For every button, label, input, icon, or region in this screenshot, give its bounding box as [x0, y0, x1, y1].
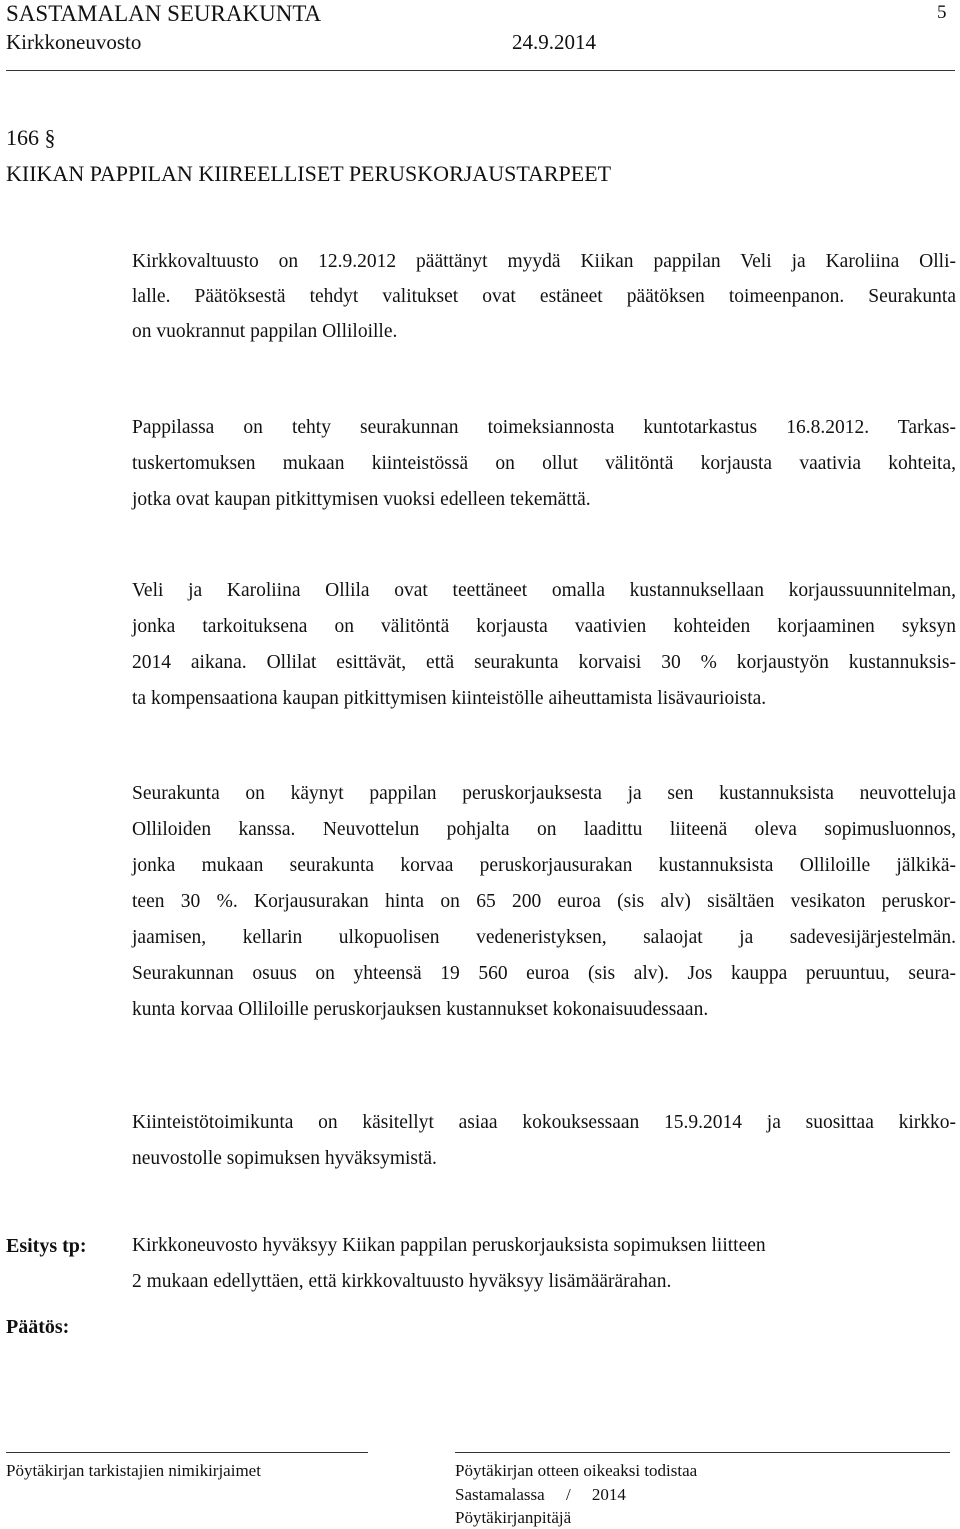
header-divider	[6, 70, 955, 71]
footer-certification-label: Pöytäkirjan otteen oikeaksi todistaa	[455, 1461, 698, 1480]
page-number: 5	[937, 2, 947, 23]
text-line: kunta korvaa Olliloille peruskorjauksen kustannukset kokonaisuudessaan.	[132, 999, 709, 1020]
footer-signature-line-left	[6, 1452, 368, 1453]
text-line: teen 30 %. Korjausurakan hinta on 65 200 euroa (sis alv) sisältäen vesikaton peruskor-	[132, 891, 956, 912]
paragraph-5	[132, 1105, 956, 1177]
organization-name: SASTAMALAN SEURAKUNTA	[6, 1, 322, 26]
text-line: tuskertomuksen mukaan kiinteistössä on ollut välitöntä korjausta vaativia kohteita,	[132, 453, 956, 474]
proposal-text	[132, 1228, 956, 1300]
text-line: 2014 aikana. Ollilat esittävät, että seurakunta korvaisi 30 % korjaustyön kustannuksis-	[132, 652, 956, 673]
text-line: Kirkkoneuvosto hyväksyy Kiikan pappilan peruskorjauksista sopimuksen liitteen	[132, 1235, 766, 1256]
paragraph-3	[132, 573, 956, 717]
text-line: neuvostolle sopimuksen hyväksymistä.	[132, 1148, 437, 1169]
text-line: jaamisen, kellarin ulkopuolisen vedeneristyksen, salaojat ja sadevesijärjestelmän.	[132, 927, 956, 948]
meeting-date: 24.9.2014	[512, 30, 596, 54]
text-line: lalle. Päätöksestä tehdyt valitukset ovat estäneet päätöksen toimeenpanon. Seurakunta	[132, 286, 956, 307]
decision-label: Päätös:	[6, 1316, 70, 1338]
paragraph-1	[132, 244, 956, 349]
text-line: Kiinteistötoimikunta on käsitellyt asiaa kokouksessaan 15.9.2014 ja suosittaa kirkko-	[132, 1112, 956, 1133]
section-title: KIIKAN PAPPILAN KIIREELLISET PERUSKORJAUSTARPEET	[6, 161, 612, 186]
text-line: Seurakunta on käynyt pappilan peruskorjauksesta ja sen kustannuksista neuvotteluja	[132, 783, 956, 804]
text-line: jonka mukaan seurakunta korvaa peruskorjausurakan kustannuksista Olliloille jälkikä-	[132, 855, 956, 876]
text-line: ta kompensaationa kaupan pitkittymisen kiinteistölle aiheuttamista lisävaurioista.	[132, 688, 767, 709]
text-line: jonka tarkoituksena on välitöntä korjausta vaativien kohteiden korjaaminen syksyn	[132, 616, 956, 637]
text-line: Olliloiden kanssa. Neuvottelun pohjalta on laadittu liiteenä oleva sopimusluonnos,	[132, 819, 956, 840]
footer-initials-label: Pöytäkirjan tarkistajien nimikirjaimet	[6, 1461, 261, 1480]
text-line: 2 mukaan edellyttäen, että kirkkovaltuusto hyväksyy lisämäärärahan.	[132, 1271, 672, 1292]
footer-secretary-label: Pöytäkirjanpitäjä	[455, 1508, 572, 1527]
proposal-label: Esitys tp:	[6, 1235, 87, 1257]
section-number: 166 §	[6, 125, 56, 150]
meeting-body: Kirkkoneuvosto	[6, 30, 142, 54]
text-line: Seurakunnan osuus on yhteensä 19 560 euroa (sis alv). Jos kauppa peruuntuu, seura-	[132, 963, 956, 984]
text-line: Kirkkovaltuusto on 12.9.2012 päättänyt myydä Kiikan pappilan Veli ja Karoliina Olli-	[132, 251, 956, 272]
footer-signature-line-right	[455, 1452, 950, 1453]
text-line: Veli ja Karoliina Ollila ovat teettäneet omalla kustannuksellaan korjaussuunnitelman,	[132, 580, 956, 601]
text-line: on vuokrannut pappilan Olliloille.	[132, 321, 398, 342]
text-line: Pappilassa on tehty seurakunnan toimeksiannosta kuntotarkastus 16.8.2012. Tarkas-	[132, 417, 956, 438]
paragraph-2	[132, 410, 956, 518]
footer-place-date: Sastamalassa / 2014	[455, 1485, 626, 1504]
paragraph-4	[132, 776, 956, 1028]
text-line: jotka ovat kaupan pitkittymisen vuoksi edelleen tekemättä.	[132, 489, 591, 510]
